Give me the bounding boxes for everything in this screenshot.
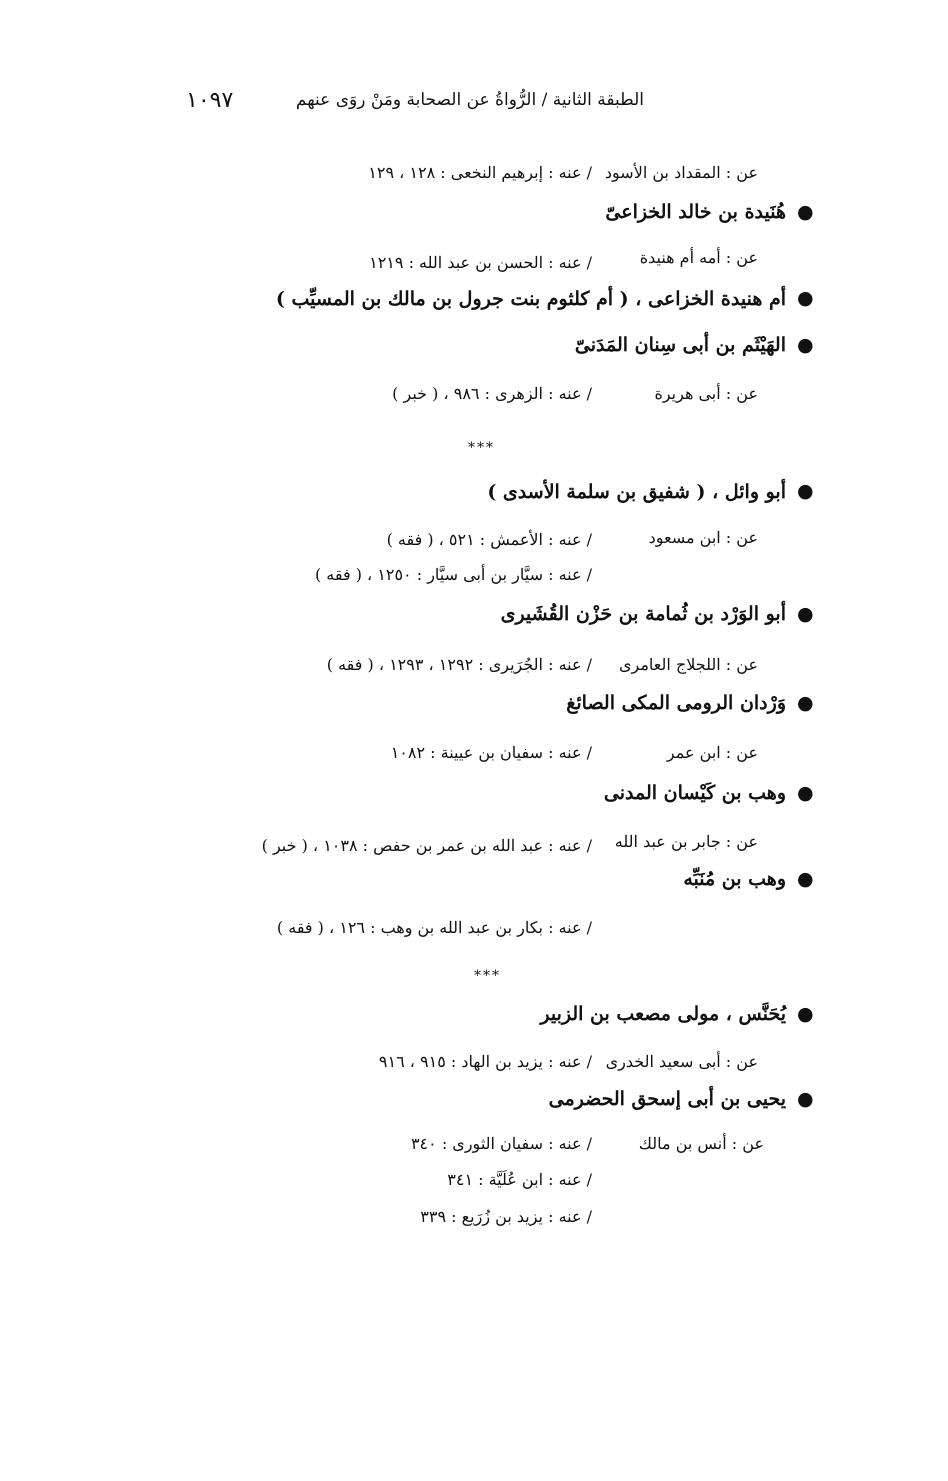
narrated-by: / عنه : الجُرَيرى : ١٢٩٢ ، ١٢٩٣ ، ( فقه ) (326, 655, 592, 674)
bullet-icon: ● (797, 868, 814, 890)
narrator-name: هُنَيدة بن خالد الخزاعىّ (605, 201, 786, 223)
narrator-name: يحيى بن أبى إسحق الحضرمى (548, 1088, 786, 1110)
narrator-name: وَرْدان الرومى المكى الصائغ (566, 692, 786, 714)
narrated-by: / عنه : بكار بن عبد الله بن وهب : ١٢٦ ، ( فقه ) (276, 918, 592, 937)
bullet-icon: ● (797, 1088, 814, 1110)
narrated-by: / عنه : سفيان الثورى : ٣٤٠ (410, 1134, 592, 1153)
narrated-by: / عنه : الأعمش : ٥٢١ ، ( فقه ) (386, 530, 592, 549)
bullet-icon: ● (797, 603, 814, 625)
narrated-by: / عنه : الحسن بن عبد الله : ١٢١٩ (369, 253, 592, 272)
narrated-by: / عنه : يزيد بن الهاد : ٩١٥ ، ٩١٦ (378, 1052, 592, 1071)
narrated-from: عن : ابن عمر (666, 743, 758, 762)
narrated-from: عن : أبى هريرة (654, 384, 758, 403)
bullet-icon: ● (797, 480, 814, 502)
narrated-by: / عنه : يزيد بن زُرَيع : ٣٣٩ (420, 1207, 592, 1226)
bullet-icon: ● (797, 1003, 814, 1025)
narrated-from: عن : أمه أم هنيدة (639, 248, 758, 267)
narrated-from: عن : أبى سعيد الخدرى (605, 1052, 758, 1071)
bullet-icon: ● (797, 334, 814, 356)
bullet-icon: ● (797, 692, 814, 714)
bullet-icon: ● (797, 287, 814, 309)
narrated-from: عن : جابر بن عبد الله (614, 832, 758, 851)
narrated-from: عن : ابن مسعود (648, 528, 758, 547)
narrator-name: يُحَنَّس ، مولى مصعب بن الزبير (540, 1003, 786, 1025)
narrated-by: / عنه : ابن عُلَيَّة : ٣٤١ (447, 1170, 592, 1189)
narrated-by: / عنه : سفيان بن عيينة : ١٠٨٢ (390, 743, 592, 762)
narrated-from: عن : أنس بن مالك (638, 1134, 764, 1153)
narrated-by: / عنه : الزهرى : ٩٨٦ ، ( خبر ) (392, 384, 592, 403)
narrator-name: أبو وائل ، ( شفيق بن سلمة الأسدى ) (487, 481, 786, 503)
section-separator: *** (474, 968, 501, 984)
bullet-icon: ● (797, 201, 814, 223)
narrator-name: أم هنيدة الخزاعى ، ( أم كلثوم بنت جرول بن مالك بن المسيِّب ) (275, 288, 786, 310)
narrator-name: الهَيْثَم بن أبى سِنان المَدَنىّ (574, 334, 786, 356)
section-separator: *** (468, 440, 495, 456)
running-title: الطبقة الثانية / الرُّواةُ عن الصحابة ومَنْ روَى عنهم (295, 90, 644, 110)
narrator-name: أبو الوَرْد بن ثُمامة بن حَزْن القُشَيرى (500, 603, 786, 625)
narrator-name: وهب بن كَيْسان المدنى (603, 782, 786, 804)
narrated-by: / عنه : إبرهيم النخعى : ١٢٨ ، ١٢٩ (368, 163, 592, 182)
narrated-from: عن : المقداد بن الأسود (604, 163, 758, 182)
narrated-from: عن : اللجلاج العامرى (618, 655, 758, 674)
narrator-name: وهب بن مُنَبِّه (683, 868, 786, 890)
narrated-by: / عنه : عبد الله بن عمر بن حفص : ١٠٣٨ ، ( خبر ) (261, 836, 592, 855)
narrated-by: / عنه : سيَّار بن أبى سيَّار : ١٢٥٠ ، ( فقه ) (314, 565, 592, 584)
bullet-icon: ● (797, 782, 814, 804)
page-number: ١٠٩٧ (186, 88, 234, 113)
